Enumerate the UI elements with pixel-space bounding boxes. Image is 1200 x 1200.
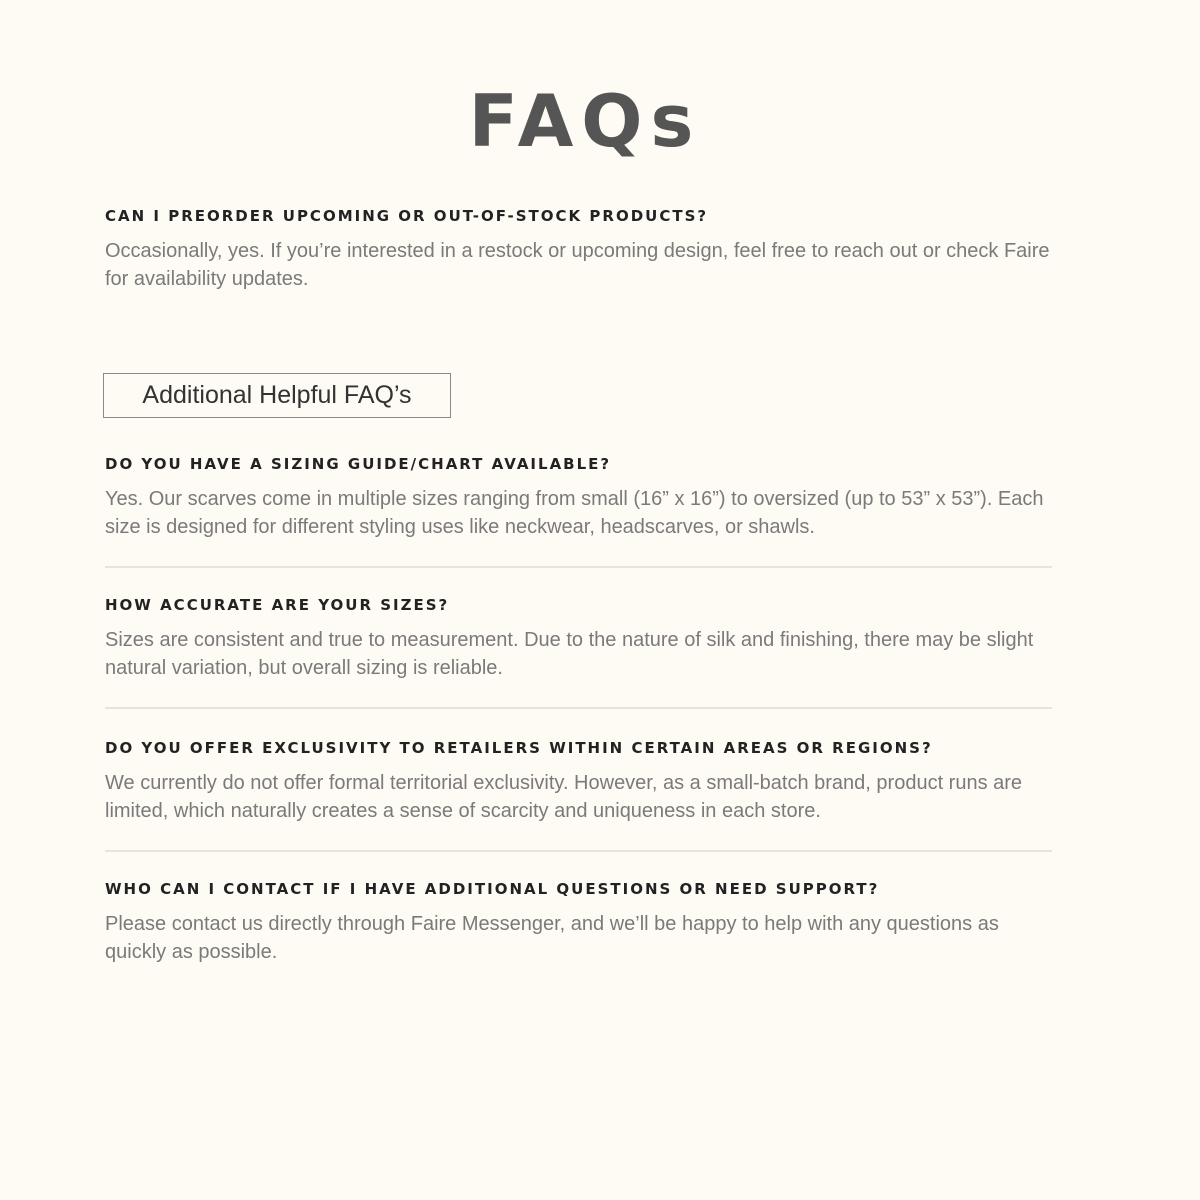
faq-question: CAN I PREORDER UPCOMING OR OUT-OF-STOCK PRODUCTS? bbox=[105, 207, 709, 225]
faq-question: DO YOU OFFER EXCLUSIVITY TO RETAILERS WITHIN CERTAIN AREAS OR REGIONS? bbox=[105, 739, 933, 757]
faq-item-contact bbox=[105, 879, 1055, 966]
faq-divider bbox=[105, 566, 1052, 568]
faq-item-sizing-guide bbox=[105, 454, 1055, 541]
faq-item-exclusivity bbox=[105, 738, 1055, 825]
faq-divider bbox=[105, 707, 1052, 709]
page-title: FAQs bbox=[468, 79, 702, 163]
faq-question: DO YOU HAVE A SIZING GUIDE/CHART AVAILABLE? bbox=[105, 455, 612, 473]
faq-answer: Sizes are consistent and true to measurement. Due to the nature of silk and finishing, there may be slight natural variation, but overall sizing is reliable. bbox=[105, 629, 1034, 679]
faq-answer: We currently do not offer formal territorial exclusivity. However, as a small-batch brand, product runs are limited, which naturally creates a sense of scarcity and uniqueness in each store. bbox=[105, 772, 1023, 822]
faq-divider bbox=[105, 850, 1052, 852]
faq-question: HOW ACCURATE ARE YOUR SIZES? bbox=[105, 596, 450, 614]
additional-faqs-heading: Additional Helpful FAQ’s bbox=[103, 373, 451, 418]
faq-answer: Occasionally, yes. If you’re interested in a restock or upcoming design, feel free to reach out or check Faire for availability updates. bbox=[105, 240, 1050, 290]
faq-question: WHO CAN I CONTACT IF I HAVE ADDITIONAL QUESTIONS OR NEED SUPPORT? bbox=[105, 880, 880, 898]
faq-item-size-accuracy bbox=[105, 595, 1055, 682]
faq-answer: Please contact us directly through Faire Messenger, and we’ll be happy to help with any questions as quickly as possible. bbox=[105, 913, 999, 963]
faq-answer: Yes. Our scarves come in multiple sizes ranging from small (16” x 16”) to oversized (up to 53” x 53”). Each size is designed for different styling uses like neckwear, headscarves, or shawls. bbox=[105, 488, 1044, 538]
faq-item-preorder bbox=[105, 206, 1055, 293]
